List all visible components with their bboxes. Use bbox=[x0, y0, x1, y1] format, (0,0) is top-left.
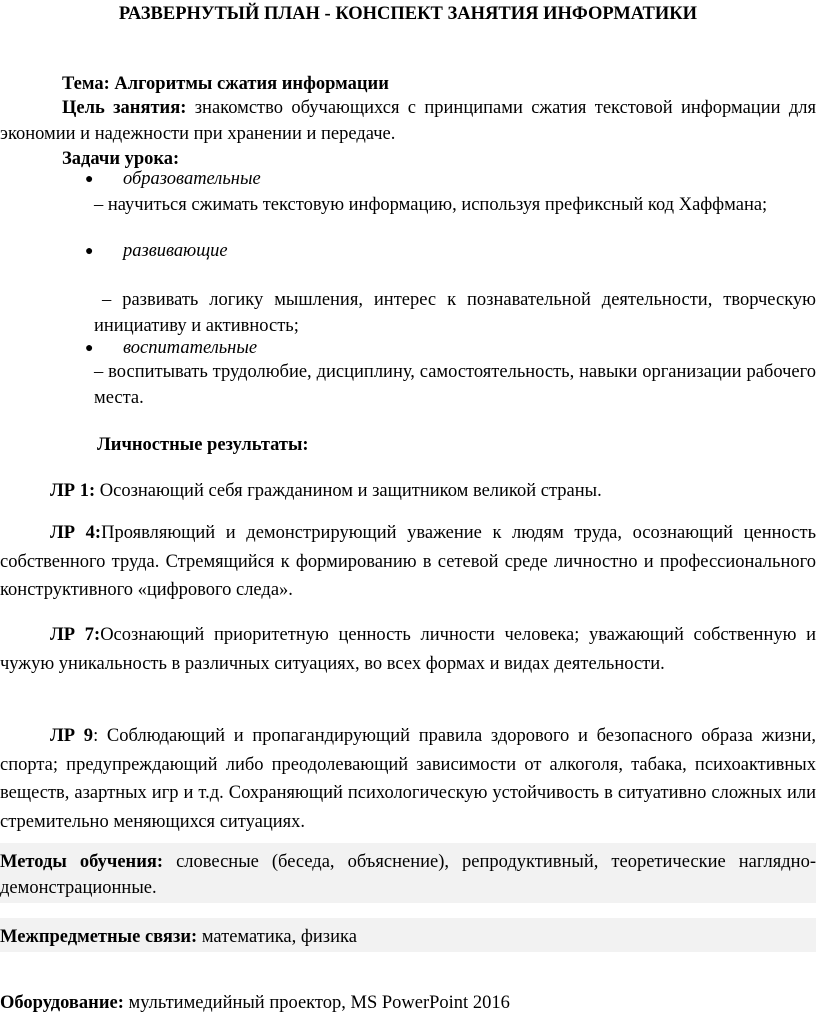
task-text-educational: – научиться сжимать текстовую информацию, используя префиксный код Хаффмана; bbox=[94, 195, 768, 215]
document-title: РАЗВЕРНУТЫЙ ПЛАН - КОНСПЕКТ ЗАНЯТИЯ ИНФОРМАТИКИ bbox=[118, 4, 698, 24]
personal-results-heading bbox=[97, 433, 309, 459]
links-label: Межпредметные связи: bbox=[0, 927, 198, 947]
methods-label: Методы обучения: bbox=[0, 852, 164, 872]
lr7-paragraph bbox=[0, 621, 816, 678]
lr1-text: Осознающий себя гражданином и защитником великой страны. bbox=[99, 481, 602, 501]
task-name: развивающие bbox=[123, 241, 228, 261]
lr1-paragraph bbox=[0, 479, 816, 505]
goal-text: знакомство обучающихся с принципами сжатия текстовой информации для экономии и надежности при хранении и передаче. bbox=[0, 98, 816, 144]
lr9-paragraph bbox=[0, 722, 816, 836]
tasks-label: Задачи урока: bbox=[62, 149, 180, 169]
bullet-icon: ● bbox=[85, 172, 94, 187]
topic-line bbox=[62, 72, 389, 98]
goal-paragraph bbox=[0, 96, 816, 147]
lr7-label: ЛР 7: bbox=[50, 625, 101, 645]
topic-value: Алгоритмы сжатия информации bbox=[114, 74, 389, 94]
bullet-icon: ● bbox=[85, 244, 94, 259]
equipment-text: мультимедийный проектор, MS PowerPoint 2016 bbox=[128, 993, 510, 1013]
task-name: воспитательные bbox=[123, 338, 258, 358]
topic-label: Тема: bbox=[62, 74, 110, 94]
lr9-text: : Соблюдающий и пропагандирующий правила здорового и безопасного образа жизни, спорта; предупреждающий либо преодолевающий зависимости от алкоголя, табака, психоактивных веществ, азартных игр и т.д. Сохраняющий психологическую устойчивость в ситуативно сложных или стремительно меняющихся ситуациях. bbox=[0, 726, 816, 832]
links-text: математика, физика bbox=[201, 927, 357, 947]
equipment-label: Оборудование: bbox=[0, 993, 124, 1013]
links-paragraph bbox=[0, 925, 357, 951]
lr7-text: Осознающий приоритетную ценность личности человека; уважающий собственную и чужую уникальность в различных ситуациях, во всех формах и видах деятельности. bbox=[0, 625, 816, 674]
lr4-paragraph bbox=[0, 519, 816, 605]
goal-label: Цель занятия: bbox=[62, 98, 187, 118]
task-name: образовательные bbox=[123, 169, 261, 189]
lr4-label: ЛР 4: bbox=[50, 523, 102, 543]
personal-results-label: Личностные результаты: bbox=[97, 435, 309, 455]
bullet-icon: ● bbox=[85, 341, 94, 356]
equipment-paragraph bbox=[0, 991, 510, 1017]
task-text-upbringing: – воспитывать трудолюбие, дисциплину, самостоятельность, навыки организации рабочего места. bbox=[94, 362, 816, 408]
lr1-label: ЛР 1: bbox=[50, 481, 96, 501]
lr9-label: ЛР 9 bbox=[50, 726, 94, 746]
lr4-text: Проявляющий и демонстрирующий уважение к людям труда, осознающий ценность собственного труда. Стремящийся к формированию в сетевой среде личностно и профессионального конструктивного «цифрового следа». bbox=[0, 523, 816, 600]
task-text-developing: – развивать логику мышления, интерес к познавательной деятельности, творческую инициативу и активность; bbox=[94, 290, 816, 336]
methods-text: словесные (беседа, объяснение), репродуктивный, теоретические наглядно-демонстрационные. bbox=[0, 852, 816, 898]
methods-paragraph bbox=[0, 850, 816, 901]
